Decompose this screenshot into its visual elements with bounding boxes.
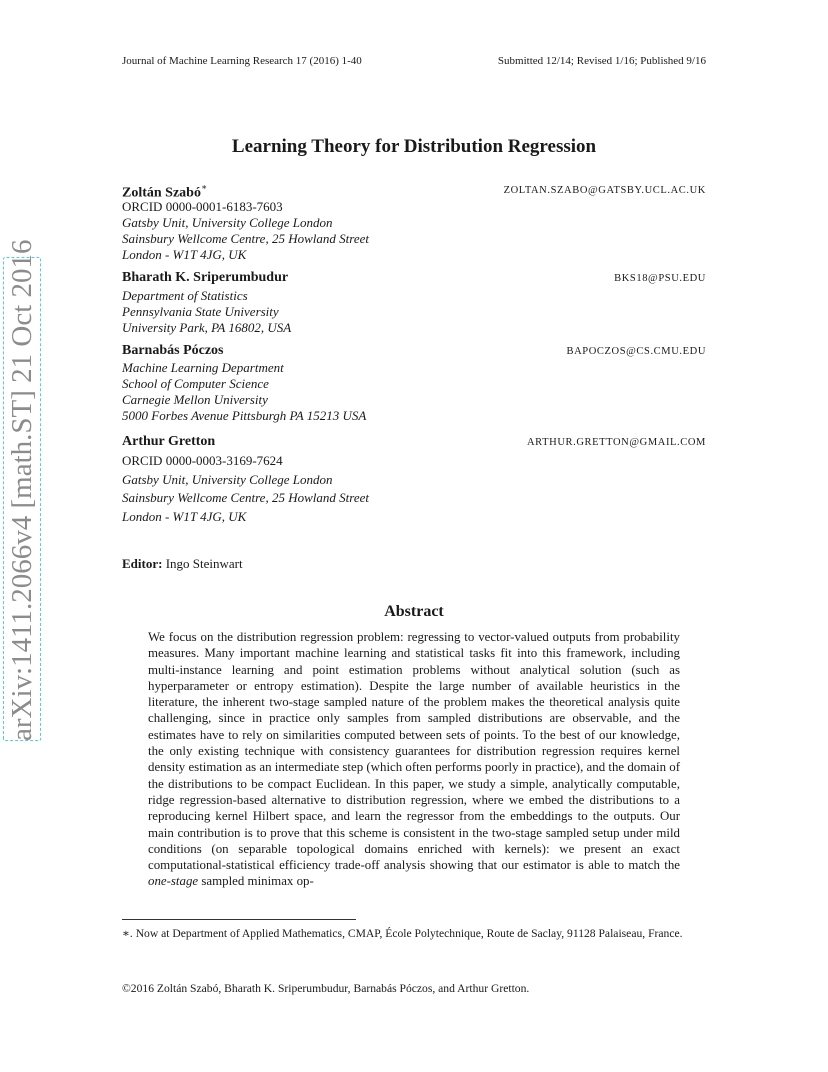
abstract-heading: Abstract [384, 603, 444, 620]
author-footnote-mark: ∗ [200, 182, 208, 192]
author-email[interactable]: BKS18@PSU.EDU [614, 273, 706, 284]
author-affiliation-line: Pennsylvania State University [122, 304, 279, 319]
arxiv-stamp-text: arXiv:1411.2066v4 [math.ST] 21 Oct 2016 [6, 239, 38, 741]
journal-header: Journal of Machine Learning Research 17 (2016) 1-40 [122, 55, 362, 67]
arxiv-stamp-border [3, 257, 41, 741]
author-affiliation-line: Gatsby Unit, University College London [122, 472, 333, 487]
editor-name: Ingo Steinwart [165, 556, 243, 571]
copyright-notice: ©2016 Zoltán Szabó, Bharath K. Sriperumbudur, Barnabás Póczos, and Arthur Gretton. [122, 982, 530, 995]
author-affiliation-line: Department of Statistics [122, 288, 248, 303]
footnote-rule [122, 919, 356, 920]
author-affiliation-line: Sainsbury Wellcome Centre, 25 Howland Street [122, 490, 369, 505]
footnote [122, 926, 708, 942]
author-orcid: ORCID 0000-0001-6183-7603 [122, 199, 283, 214]
author-name: Arthur Gretton [122, 434, 216, 449]
author-email[interactable]: ZOLTAN.SZABO@GATSBY.UCL.AC.UK [503, 185, 706, 196]
abstract-emphasis: one-stage [148, 874, 199, 889]
author-orcid: ORCID 0000-0003-3169-7624 [122, 453, 283, 468]
abstract-text: We focus on the distribution regression problem: regressing to vector-valued outputs from probability measures. Many important machine learning and statistical tasks fit into this framework, including multi-instance learning and point estimation problems without analytical solution (such as hyperparameter or entropy estimation). Despite the large number of available heuristics in the literature, the inherent two-stage sampled nature of the problem makes the theoretical analysis quite challenging, since in practice only samples from sampled distributions are observable, and the estimates have to rely on similarities computed between sets of points. To the best of our knowledge, the only existing technique with consistency guarantees for distribution regression requires kernel density estimation as an intermediate step (which often performs poorly in practice), and the domain of the distributions to be compact Euclidean. In this paper, we study a simple, analytically computable, ridge regression-based alternative to distribution regression, where we embed the distributions to a reproducing kernel Hilbert space, and learn the regressor from the embeddings to the outputs. Our main contribution is to prove that this scheme is consistent in the two-stage sampled setup under mild conditions (on separable topological domains enriched with kernels): we present an exact computational-statistical efficiency trade-off analysis showing that our estimator is able to match the [148, 630, 680, 873]
abstract-body [148, 629, 680, 890]
abstract-text-end: sampled minimax op- [201, 874, 314, 889]
paper-title: Learning Theory for Distribution Regression [231, 136, 597, 157]
submission-dates: Submitted 12/14; Revised 1/16; Published 9/16 [497, 55, 706, 67]
author-affiliation-line: Machine Learning Department [122, 360, 284, 375]
footnote-text: Now at Department of Applied Mathematics, CMAP, École Polytechnique, Route de Saclay, 91128 Palaiseau, France. [135, 927, 683, 940]
author-email[interactable]: ARTHUR.GRETTON@GMAIL.COM [527, 437, 706, 448]
author-affiliation-line: 5000 Forbes Avenue Pittsburgh PA 15213 USA [122, 408, 367, 423]
author-affiliation-line: Gatsby Unit, University College London [122, 215, 333, 230]
author-affiliation-line: Sainsbury Wellcome Centre, 25 Howland Street [122, 231, 369, 246]
author-affiliation-line: University Park, PA 16802, USA [122, 320, 292, 335]
author-name: Zoltán Szabó [122, 185, 201, 201]
author-affiliation-line: London - W1T 4JG, UK [122, 247, 247, 262]
author-affiliation-line: Carnegie Mellon University [122, 392, 268, 407]
author-email[interactable]: BAPOCZOS@CS.CMU.EDU [566, 346, 706, 357]
editor-label: Editor: [122, 556, 163, 571]
author-name: Bharath K. Sriperumbudur [122, 270, 289, 285]
footnote-mark: ∗. [122, 927, 133, 940]
author-affiliation-line: London - W1T 4JG, UK [122, 509, 247, 524]
author-name: Barnabás Póczos [122, 343, 224, 358]
author-affiliation-line: School of Computer Science [122, 376, 269, 391]
arxiv-stamp[interactable] [3, 239, 45, 741]
editor-line [122, 556, 243, 572]
